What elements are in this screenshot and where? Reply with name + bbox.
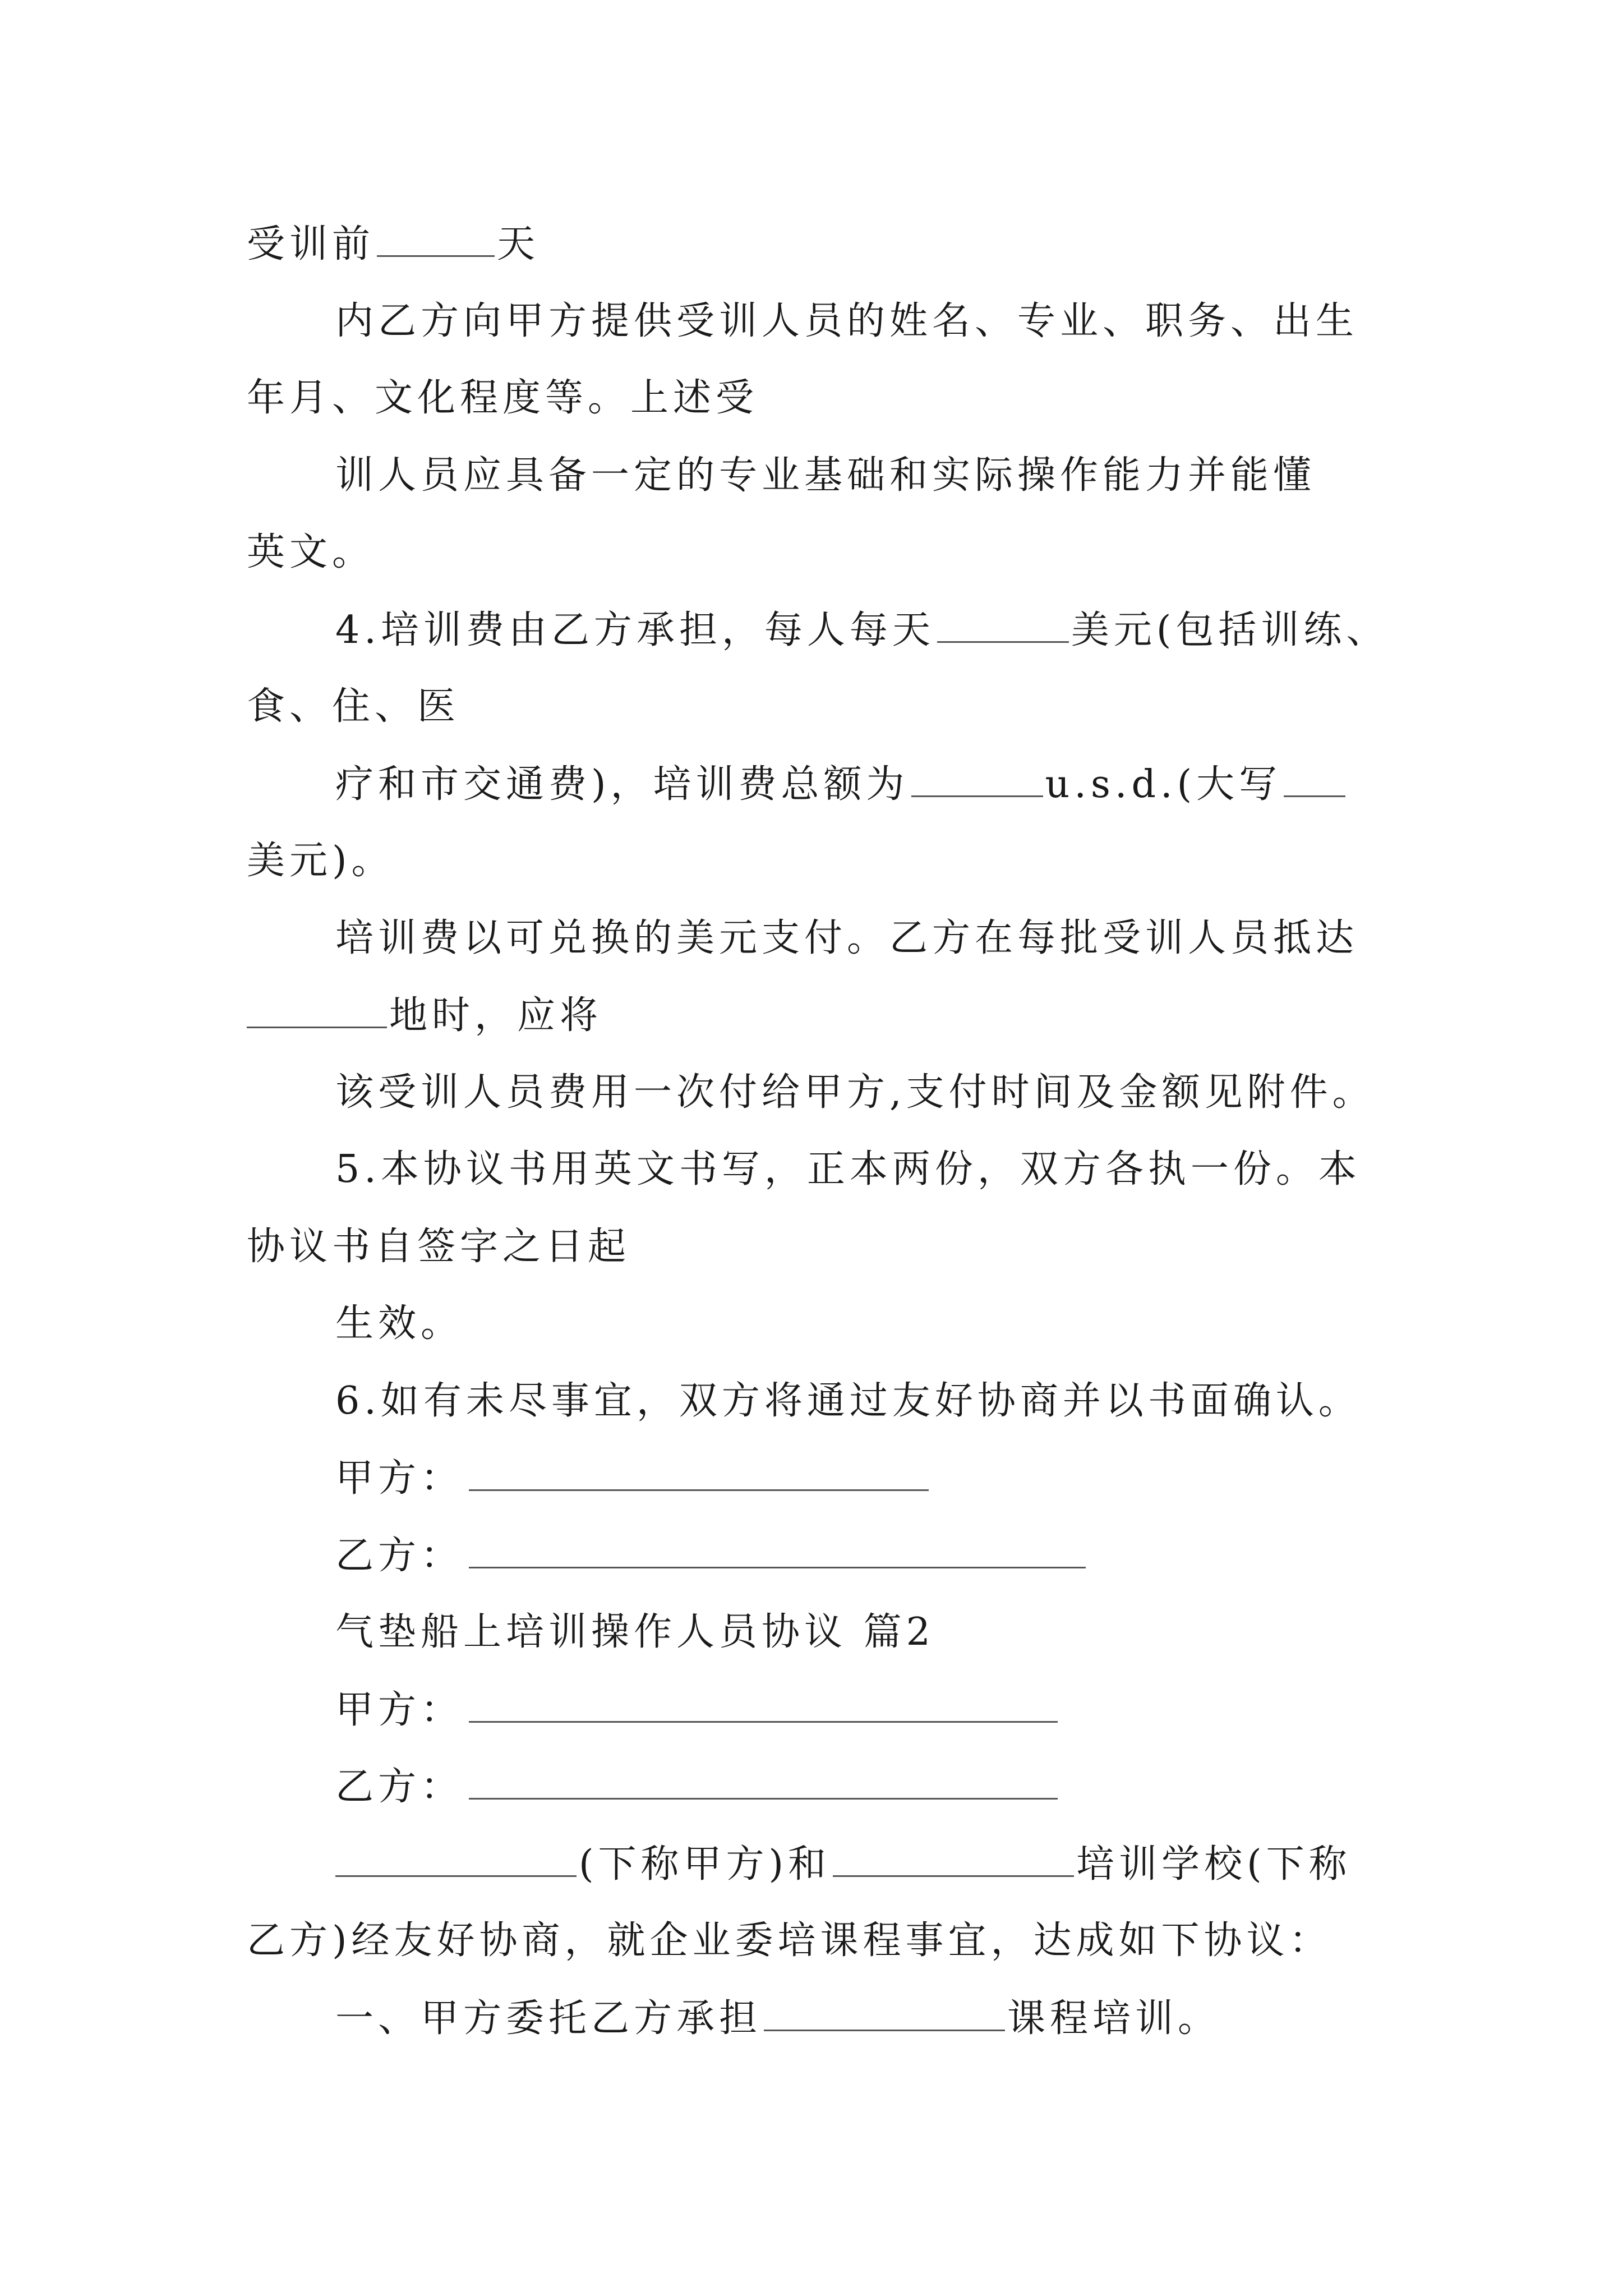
signature-line-party-a: 甲方： xyxy=(335,1456,931,1501)
text-line: 一、甲方委托乙方承担 课程培训。 xyxy=(335,1996,1221,2041)
section-title: 气垫船上培训操作人员协议 篇2 xyxy=(335,1610,935,1654)
blank-field xyxy=(469,1764,1058,1800)
text-line: 4.培训费由乙方承担，每人每天 美元(包括训练、 xyxy=(335,608,1389,652)
blank-field xyxy=(1284,762,1345,797)
signature-line-party-b: 乙方： xyxy=(335,1764,1060,1809)
signature-line-party-a: 甲方： xyxy=(335,1687,1060,1732)
text-line: 训人员应具备一定的专业基础和实际操作能力并能懂 xyxy=(335,453,1316,498)
text-line: 培训费以可兑换的美元支付。乙方在每批受训人员抵达 xyxy=(335,916,1359,960)
text-line: 该受训人员费用一次付给甲方,支付时间及金额见附件。 xyxy=(335,1070,1375,1115)
blank-field xyxy=(377,222,495,257)
blank-field xyxy=(335,1842,577,1877)
signature-line-party-b: 乙方： xyxy=(335,1533,1088,1578)
blank-field xyxy=(469,1456,929,1491)
blank-field xyxy=(469,1533,1086,1568)
text-line: 内乙方向甲方提供受训人员的姓名、专业、职务、出生 xyxy=(335,299,1359,343)
blank-field xyxy=(833,1842,1074,1877)
text-line: 乙方)经友好协商，就企业委培课程事宜，达成如下协议： xyxy=(247,1918,1332,1963)
blank-field xyxy=(469,1687,1058,1723)
text-line: 英文。 xyxy=(247,530,375,574)
text-line: 受训前 天 xyxy=(247,222,540,266)
text-line: 生效。 xyxy=(335,1301,464,1346)
text-line: 6.如有未尽事宜，双方将通过友好协商并以书面确认。 xyxy=(335,1379,1361,1423)
text-line: 美元)。 xyxy=(247,839,394,883)
blank-field xyxy=(911,762,1043,797)
text-line: 年月、文化程度等。上述受 xyxy=(247,376,759,420)
blank-field xyxy=(764,1996,1005,2031)
text-line: 地时，应将 xyxy=(247,993,602,1038)
text-line: 疗和市交通费)，培训费总额为 u.s.d.(大写 xyxy=(335,762,1348,807)
blank-field xyxy=(247,993,387,1028)
text-line: (下称甲方)和 培训学校(下称 xyxy=(335,1842,1352,1887)
text-line: 5.本协议书用英文书写，正本两份，双方各执一份。本 xyxy=(335,1147,1361,1191)
text-line: 食、住、医 xyxy=(247,684,460,729)
blank-field xyxy=(937,608,1069,643)
text-line: 协议书自签字之日起 xyxy=(247,1225,631,1269)
